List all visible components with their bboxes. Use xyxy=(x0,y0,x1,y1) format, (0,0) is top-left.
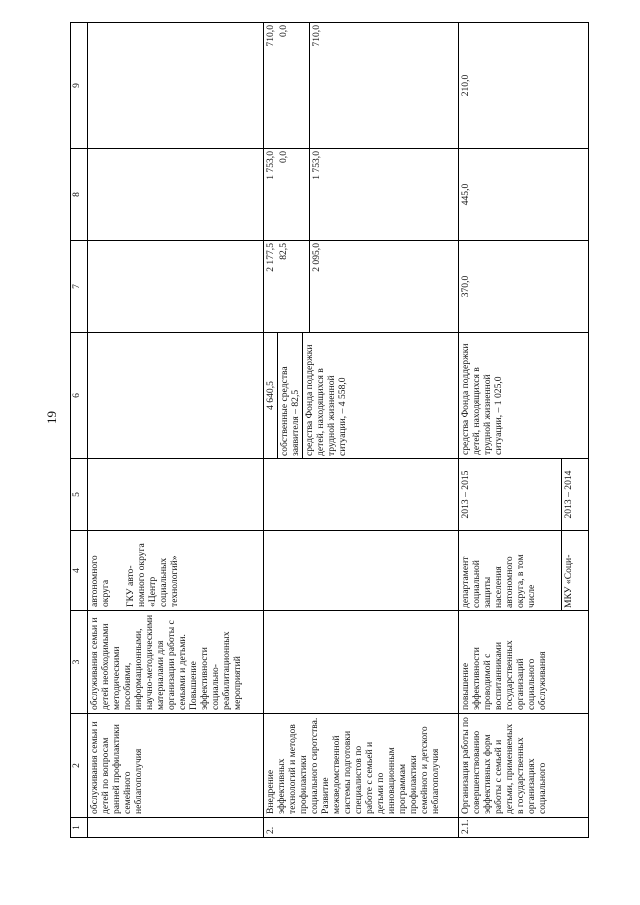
funding-breakdown xyxy=(264,333,349,458)
funding-own: собственные средства заявителя – 82,5 xyxy=(278,333,303,458)
amount-fund: 710,0 xyxy=(310,23,324,148)
column-number: 9 xyxy=(71,23,88,149)
column-number: 4 xyxy=(71,531,88,611)
column-number: 1 xyxy=(71,818,88,838)
activity-name: Организация работы по совершенствованию эффективных форм работы с семьей и детьми, применяемых в государственных организациях социального xyxy=(459,714,589,818)
column-number: 7 xyxy=(71,241,88,333)
funding-total: 4 640,5 xyxy=(265,381,276,410)
column-number: 6 xyxy=(71,333,88,459)
amount-total: 2 177,5 xyxy=(265,243,276,272)
executor-line: автономного округа xyxy=(89,555,112,607)
table-row-2 xyxy=(264,23,459,838)
expected-result: обслуживания семьи и детей необходимыми методическими пособиями, информационными, научно-методическими материалами для организации работы с семьями и детьми. Повышение эффективности социально-реабилитационных мероприятий xyxy=(88,611,264,714)
amount-year-1 xyxy=(88,241,264,333)
column-number: 3 xyxy=(71,611,88,714)
amount-total: 1 753,0 xyxy=(265,151,276,180)
activity-name: Внедрение эффективных технологий и методов профилактики социального сиротства. Развитие межведомственной системы подготовки специалистов по работе с семьей и детьми по инновационным программам профилактики семейного и детского неблагополучия xyxy=(264,714,459,818)
amount-own: 82,5 xyxy=(278,243,290,260)
column-number: 8 xyxy=(71,149,88,241)
activity-name: обслуживания семьи и детей по вопросам ранней профилактики семейного неблагополучия xyxy=(88,714,264,818)
row-number: 2.1. xyxy=(459,818,589,838)
executor-line: МКУ «Соци- xyxy=(562,531,576,610)
period xyxy=(264,459,459,531)
amount-year-3 xyxy=(264,23,459,149)
amount-fund: 1 753,0 xyxy=(310,149,324,240)
amount-year-3 xyxy=(88,23,264,149)
program-table xyxy=(70,22,589,838)
expected-result: повышение эффективности проводимой с воспитанниками государственных организаций социального обслуживания xyxy=(459,611,589,714)
amount-year-1: 370,0 xyxy=(459,241,589,333)
period-value: 2013 – 2015 xyxy=(460,470,471,519)
table-row-2-1 xyxy=(459,23,589,838)
page-number: 19 xyxy=(44,411,59,424)
funding-source: средства Фонда поддержки детей, находящихся в трудной жизненной ситуации, – 1 025,0 xyxy=(459,333,589,459)
funding-source xyxy=(264,333,459,459)
amount-own: 0,0 xyxy=(278,25,290,37)
rotated-table-page xyxy=(70,23,610,838)
period xyxy=(459,459,589,531)
executor xyxy=(88,531,264,611)
column-number-row xyxy=(71,23,88,838)
table-row-continued xyxy=(88,23,264,838)
row-number: 2. xyxy=(264,818,459,838)
period-value: 2013 – 2014 xyxy=(562,459,576,530)
amount-year-2: 445,0 xyxy=(459,149,589,241)
amount-year-3: 210,0 xyxy=(459,23,589,149)
period xyxy=(88,459,264,531)
executor-line: ГКУ авто-номного округа «Центр социальных технологий» xyxy=(125,543,181,607)
funding-source xyxy=(88,333,264,459)
amount-year-2 xyxy=(88,149,264,241)
executor xyxy=(459,531,589,611)
column-number: 2 xyxy=(71,714,88,818)
executor xyxy=(264,531,459,611)
executor-line: департамент социальной защиты населения автономного округа, в том числе xyxy=(460,554,538,608)
expected-result xyxy=(264,611,459,714)
row-number xyxy=(88,818,264,838)
amount-own: 0,0 xyxy=(278,151,290,163)
amount-total: 710,0 xyxy=(265,25,276,47)
amount-year-2 xyxy=(264,149,459,241)
amount-year-1 xyxy=(264,241,459,333)
funding-fund: средства Фонда поддержки детей, находящихся в трудной жизненной ситуации, – 4 558,0 xyxy=(303,333,350,458)
column-number: 5 xyxy=(71,459,88,531)
amount-fund: 2 095,0 xyxy=(310,241,324,332)
